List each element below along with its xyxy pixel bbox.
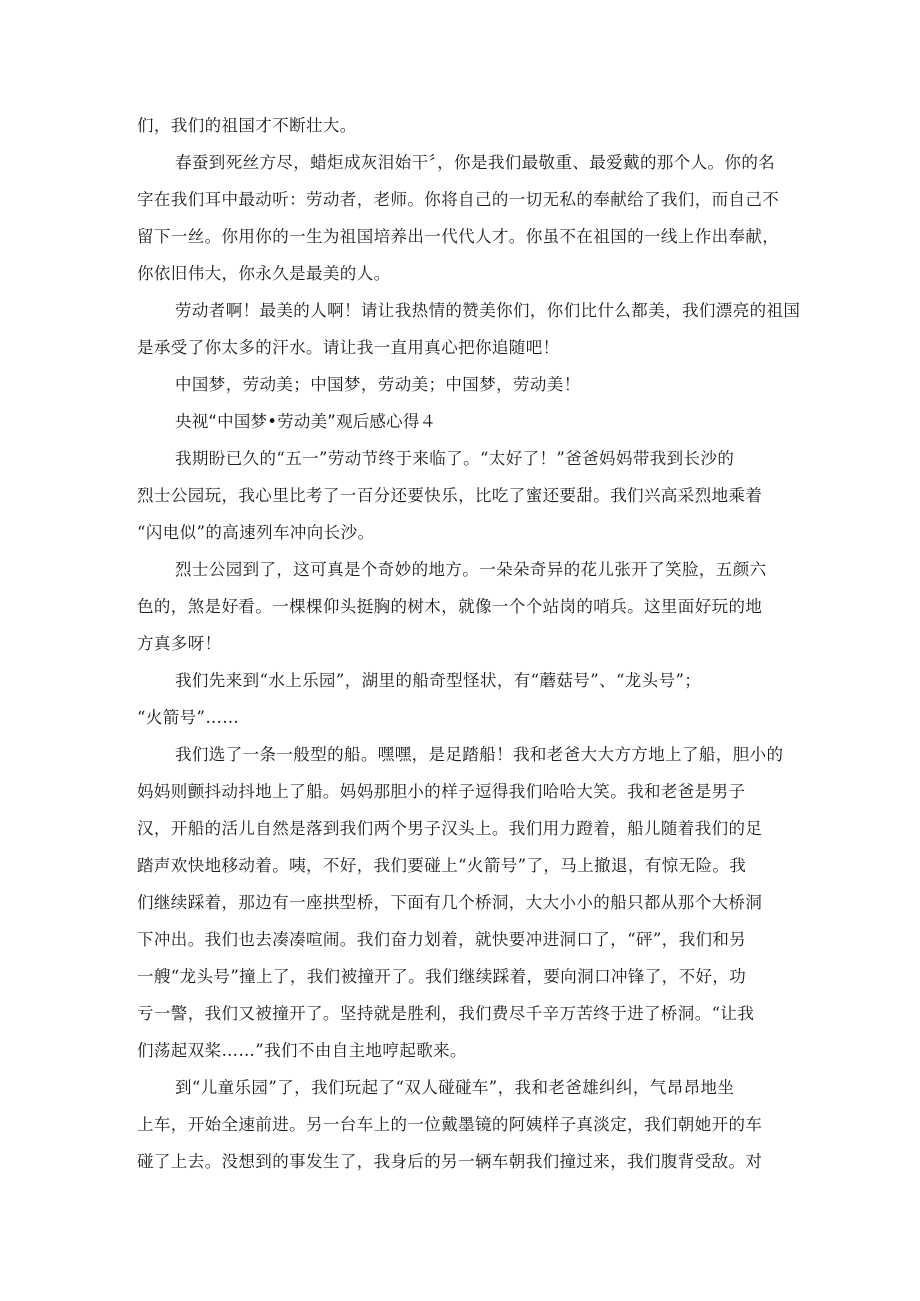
section-heading: 央视“中国梦•劳动美”观后感心得４ (175, 412, 437, 431)
text-line: 你依旧伟大，你永久是最美的人。 (137, 264, 391, 283)
text-line: “闪电似”的高速列车冲向长沙。 (137, 523, 375, 542)
text-line: 踏声欢快地移动着。咦，不好，我们要碰上“火箭号”了，马上撤退，有惊无险。我 (137, 856, 747, 875)
text-line: 留下一丝。你用你的一生为祖国培养出一代代人才。你虽不在祖国的一线上作出奉献， (137, 227, 780, 246)
text-line: 们，我们的祖国才不断壮大。 (137, 116, 357, 135)
paragraph-start: 我们先来到“水上乐园”，湖里的船奇型怪状，有“蘑菇号”、“龙头号”； (175, 671, 702, 690)
text-line: 下冲出。我们也去凑凑喧闹。我们奋力划着，就快要冲进洞口了，“砰”，我们和另 (137, 930, 747, 949)
paragraph-start: 中国梦，劳动美；中国梦，劳动美；中国梦，劳动美！ (175, 375, 581, 394)
text-line: 字在我们耳中最动听：劳动者，老师。你将自己的一切无私的奉献给了我们，而自己不 (137, 190, 780, 209)
paragraph-start: 到“儿童乐园”了，我们玩起了“双人碰碰车”，我和老爸雄纠纠，气昂昂地坐 (175, 1078, 735, 1097)
paragraph-start: 我期盼已久的“五一”劳动节终于来临了。“太好了！”爸爸妈妈带我到长沙的 (175, 449, 735, 468)
text-line: 妈妈则颤抖动抖地上了船。妈妈那胆小的样子逗得我们哈哈大笑。我和老爸是男子 (137, 782, 746, 801)
text-line: 们荡起双桨……”我们不由自主地哼起歌来。 (137, 1041, 467, 1060)
paragraph-start: 春蚕到死丝方尽，蜡炬成灰泪始干〞，你是我们最敬重、最爱戴的那个人。你的名 (175, 153, 776, 172)
text-line: 们继续踩着，那边有一座拱型桥，下面有几个桥洞，大大小小的船只都从那个大桥洞 (137, 893, 763, 912)
text-line: “火箭号”…… (137, 708, 240, 727)
text-line: 碰了上去。没想到的事发生了，我身后的另一辆车朝我们撞过来，我们腹背受敌。对 (137, 1152, 763, 1171)
paragraph-start: 劳动者啊！最美的人啊！请让我热情的赞美你们，你们比什么都美，我们漂亮的祖国 (175, 301, 801, 320)
text-line: 汉，开船的活儿自然是落到我们两个男子汉头上。我们用力蹬着，船儿随着我们的足 (137, 819, 763, 838)
text-line: 亏一警，我们又被撞开了。坚持就是胜利，我们费尽千辛万苦终于进了桥洞。“让我 (137, 1004, 755, 1023)
text-line: 方真多呀！ (137, 634, 222, 653)
text-line: 是承受了你太多的汗水。请让我一直用真心把你追随吧！ (137, 338, 560, 357)
text-line: 上车，开始全速前进。另一台车上的一位戴墨镜的阿姨样子真淡定，我们朝她开的车 (137, 1115, 763, 1134)
text-line: 烈士公园玩，我心里比考了一百分还要快乐，比吃了蜜还要甜。我们兴高采烈地乘着 (137, 486, 763, 505)
paragraph-start: 烈士公园到了，这可真是个奇妙的地方。一朵朵奇异的花儿张开了笑脸，五颜六 (175, 560, 767, 579)
text-line: 一艘“龙头号”撞上了，我们被撞开了。我们继续踩着，要向洞口冲锋了，不好，功 (137, 967, 747, 986)
paragraph-start: 我们选了一条一般型的船。嘿嘿，是足踏船！我和老爸大大方方地上了船，胆小的 (175, 745, 784, 764)
text-line: 色的，煞是好看。一棵棵仰头挺胸的树木，就像一个个站岗的哨兵。这里面好玩的地 (137, 597, 763, 616)
